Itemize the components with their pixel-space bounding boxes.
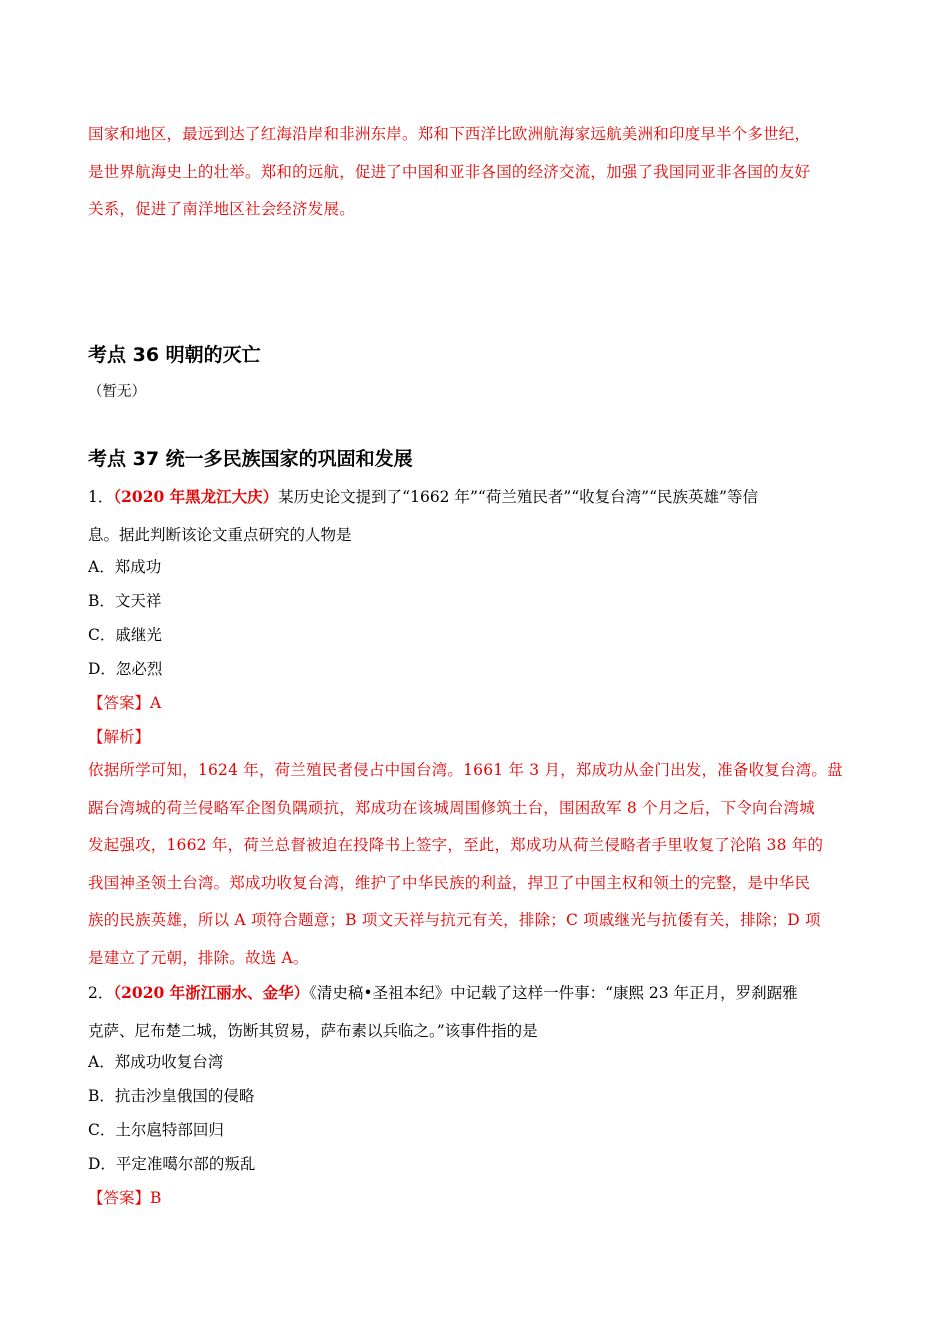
question-text: 《清史稿•圣祖本纪》中记载了这样一件事：“康熙 23 年正月，罗刹踞雅 bbox=[309, 984, 798, 1002]
analysis-line: 发起强攻，1662 年，荷兰总督被迫在投降书上签字，至此，郑成功从荷兰侵略者手里收复了沦陷 38 年的 bbox=[88, 836, 824, 854]
question-source: （2020 年浙江丽水、金华） bbox=[113, 983, 310, 1002]
question-text: 某历史论文提到了“1662 年”“荷兰殖民者”“收复台湾”“民族英雄”等信 bbox=[278, 488, 758, 506]
question-2-line1 bbox=[88, 974, 860, 1013]
question-number: 1． bbox=[88, 488, 114, 506]
q1-analysis bbox=[88, 752, 860, 977]
question-1-line2: 息。据此判断该论文重点研究的人物是 bbox=[88, 525, 352, 544]
q1-option-b: B．文天祥 bbox=[88, 592, 162, 610]
q1-option-d: D．忽必烈 bbox=[88, 660, 163, 678]
question-2 bbox=[88, 974, 860, 1050]
analysis-line: 依据所学可知，1624 年，荷兰殖民者侵占中国台湾。1661 年 3 月，郑成功从金门出发，准备收复台湾。盘 bbox=[88, 761, 843, 779]
intro-line: 国家和地区，最远到达了红海沿岸和非洲东岸。郑和下西洋比欧洲航海家远航美洲和印度早半个多世纪， bbox=[88, 125, 811, 143]
analysis-line: 族的民族英雄，所以 A 项符合题意；B 项文天祥与抗元有关，排除；C 项戚继光与抗倭有关，排除；D 项 bbox=[88, 911, 821, 929]
section-37-title: 考点 37 统一多民族国家的巩固和发展 bbox=[88, 448, 413, 470]
q2-option-c: C．土尔扈特部回归 bbox=[88, 1121, 224, 1139]
analysis-line: 是建立了元朝，排除。故选 A。 bbox=[88, 948, 309, 967]
analysis-line: 踞台湾城的荷兰侵略军企图负隅顽抗，郑成功在该城周围修筑土台，围困敌军 8 个月之后，下令向台湾城 bbox=[88, 798, 815, 817]
question-number: 2． bbox=[88, 984, 114, 1002]
question-source: （2020 年黑龙江大庆） bbox=[113, 487, 279, 506]
q2-option-a: A．郑成功收复台湾 bbox=[88, 1053, 224, 1071]
question-1 bbox=[88, 478, 860, 554]
question-2-line2: 克萨、尼布楚二城，饬断其贸易，萨布素以兵临之。”该事件指的是 bbox=[88, 1021, 538, 1040]
intro-paragraph bbox=[88, 116, 860, 229]
q2-option-d: D．平定准噶尔部的叛乱 bbox=[88, 1155, 256, 1173]
intro-line: 是世界航海史上的壮举。郑和的远航，促进了中国和亚非各国的经济交流，加强了我国同亚非各国的友好 bbox=[88, 162, 811, 181]
section-36-note: （暂无） bbox=[88, 384, 146, 400]
q1-option-a: A．郑成功 bbox=[88, 558, 162, 576]
q2-option-b: B．抗击沙皇俄国的侵略 bbox=[88, 1087, 255, 1105]
section-36-title: 考点 36 明朝的灭亡 bbox=[88, 344, 261, 366]
q1-answer: 【答案】A bbox=[88, 694, 162, 712]
q2-answer: 【答案】B bbox=[88, 1189, 162, 1207]
q1-option-c: C．戚继光 bbox=[88, 626, 162, 644]
q1-analysis-label: 【解析】 bbox=[88, 728, 151, 746]
question-1-line1 bbox=[88, 478, 860, 517]
analysis-line: 我国神圣领土台湾。郑成功收复台湾，维护了中华民族的利益，捍卫了中国主权和领土的完整，是中华民 bbox=[88, 873, 811, 892]
intro-line: 关系，促进了南洋地区社会经济发展。 bbox=[88, 200, 355, 218]
